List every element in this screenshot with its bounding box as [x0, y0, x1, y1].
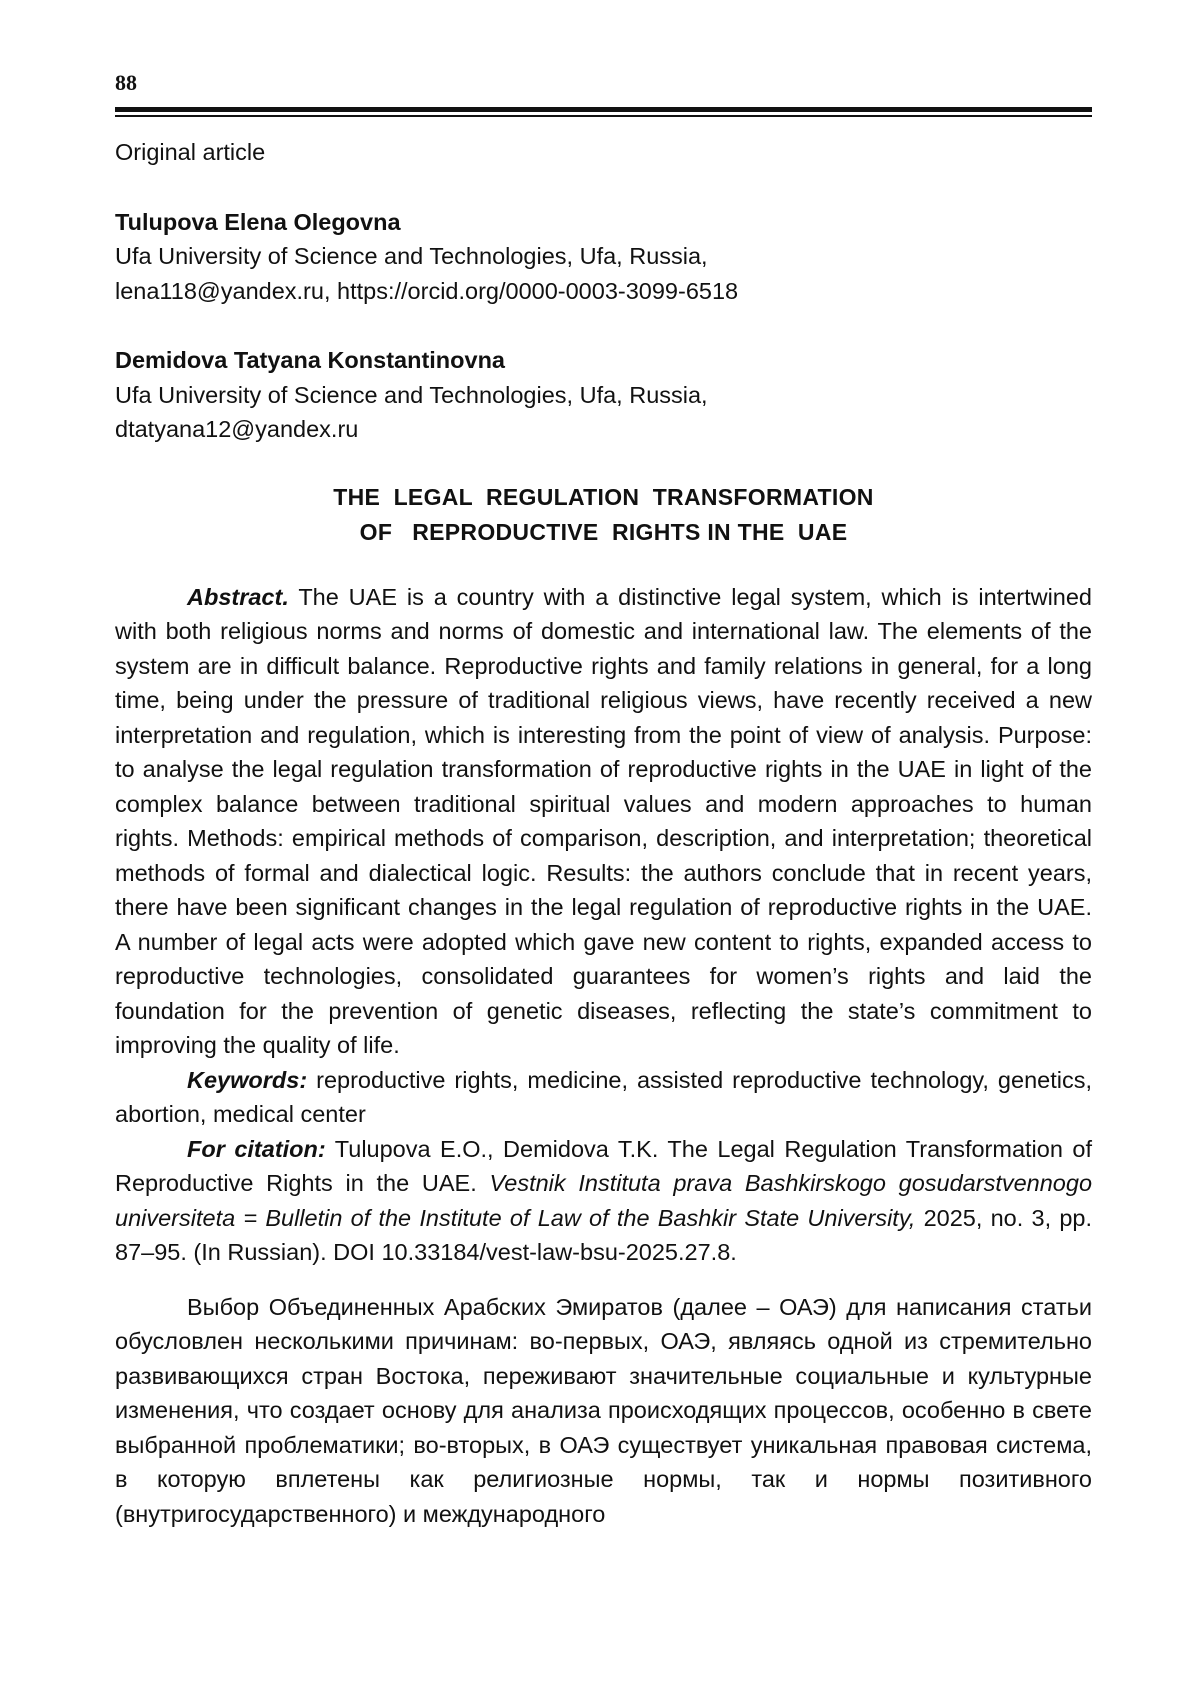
- author-affiliation: Ufa University of Science and Technologies, Ufa, Russia,: [115, 381, 708, 408]
- author-affiliation: Ufa University of Science and Technologies, Ufa, Russia,: [115, 243, 708, 269]
- abstract-text: The UAE is a country with a distinctive legal system, which is intertwined with both religious norms and norms of domestic and international law. The elements of the system are in difficult balance. Reproductive rights and family relations in general, for a long time, being under the pressure of traditional religious views, have recently received a new interpretation and regulation, which is interesting from the point of view of analysis. Purpose: to analyse the legal regulation transformation of reproductive rights in the UAE in light of the complex balance between traditional spiritual values and modern approaches to human rights. Methods: empirical methods of comparison, description, and interpretation; theoretical methods of formal and dialectical logic. Results: the authors conclude that in recent years, there have been significant changes in the legal regulation of reproductive rights in the UAE. A number of legal acts were adopted which gave new content to rights, expanded access to reproductive technologies, consolidated guarantees for women’s rights and laid the foundation for the prevention of genetic diseases, reflecting the state’s commitment to improving the quality of life.: [115, 583, 1092, 1058]
- citation-details: 2025, no. 3, pp. 87–95. (In Russian). DOI 10.33184/vest-law-bsu-2025.27.8.: [115, 1204, 1092, 1265]
- abstract-paragraph: [115, 580, 1092, 1063]
- keywords-text: reproductive rights, medicine, assisted reproductive technology, genetics, abortion, medical center: [115, 1066, 1092, 1127]
- citation-journal: Vestnik Instituta prava Bashkirskogo gosudarstvennogo universiteta = Bulletin of the Institute of Law of the Bashkir State University,: [115, 1170, 1093, 1231]
- citation-paragraph: [115, 1132, 1092, 1270]
- keywords-label: Keywords:: [187, 1066, 308, 1093]
- header-rule-thick: [115, 107, 1092, 112]
- body-paragraph: Выбор Объединенных Арабских Эмиратов (далее – ОАЭ) для написания статьи обусловлен несколькими причинам: во-первых, ОАЭ, являясь одной из стремительно развивающихся стран Востока, переживают значительные социальные и культурные изменения, что создает основу для анализа происходящих процессов, особенно в свете выбранной проблематики; во-вторых, в ОАЭ существует уникальная правовая система, в которую вплетены как религиозные нормы, так и нормы позитивного (внутригосударственного) и международного: [115, 1293, 1092, 1527]
- body-section: [115, 1290, 1092, 1532]
- article-title-line: OF REPRODUCTIVE RIGHTS IN THE UAE: [359, 518, 848, 545]
- author-name: Tulupova Elena Olegovna: [115, 208, 401, 235]
- abstract-label: Abstract.: [187, 583, 289, 610]
- article-title: [115, 480, 1092, 550]
- header-rule-thin: [115, 115, 1092, 117]
- citation-label: For citation:: [187, 1135, 326, 1162]
- article-title-line: THE LEGAL REGULATION TRANSFORMATION: [333, 483, 874, 510]
- page-number: 88: [115, 70, 137, 95]
- author-block: [115, 343, 1092, 447]
- citation-text: Tulupova E.O., Demidova T.K. The Legal Regulation Transformation of Reproductive Rights in the UAE.: [115, 1135, 1092, 1196]
- article-type: Original article: [115, 139, 266, 165]
- author-contact: lena118@yandex.ru, https://orcid.org/0000-0003-3099-6518: [115, 277, 739, 304]
- article-page: [115, 68, 1092, 1531]
- author-name: Demidova Tatyana Konstantinovna: [115, 347, 505, 373]
- author-contact: dtatyana12@yandex.ru: [115, 416, 359, 442]
- abstract-section: [115, 580, 1092, 1270]
- keywords-paragraph: [115, 1063, 1092, 1132]
- author-block: [115, 205, 1092, 309]
